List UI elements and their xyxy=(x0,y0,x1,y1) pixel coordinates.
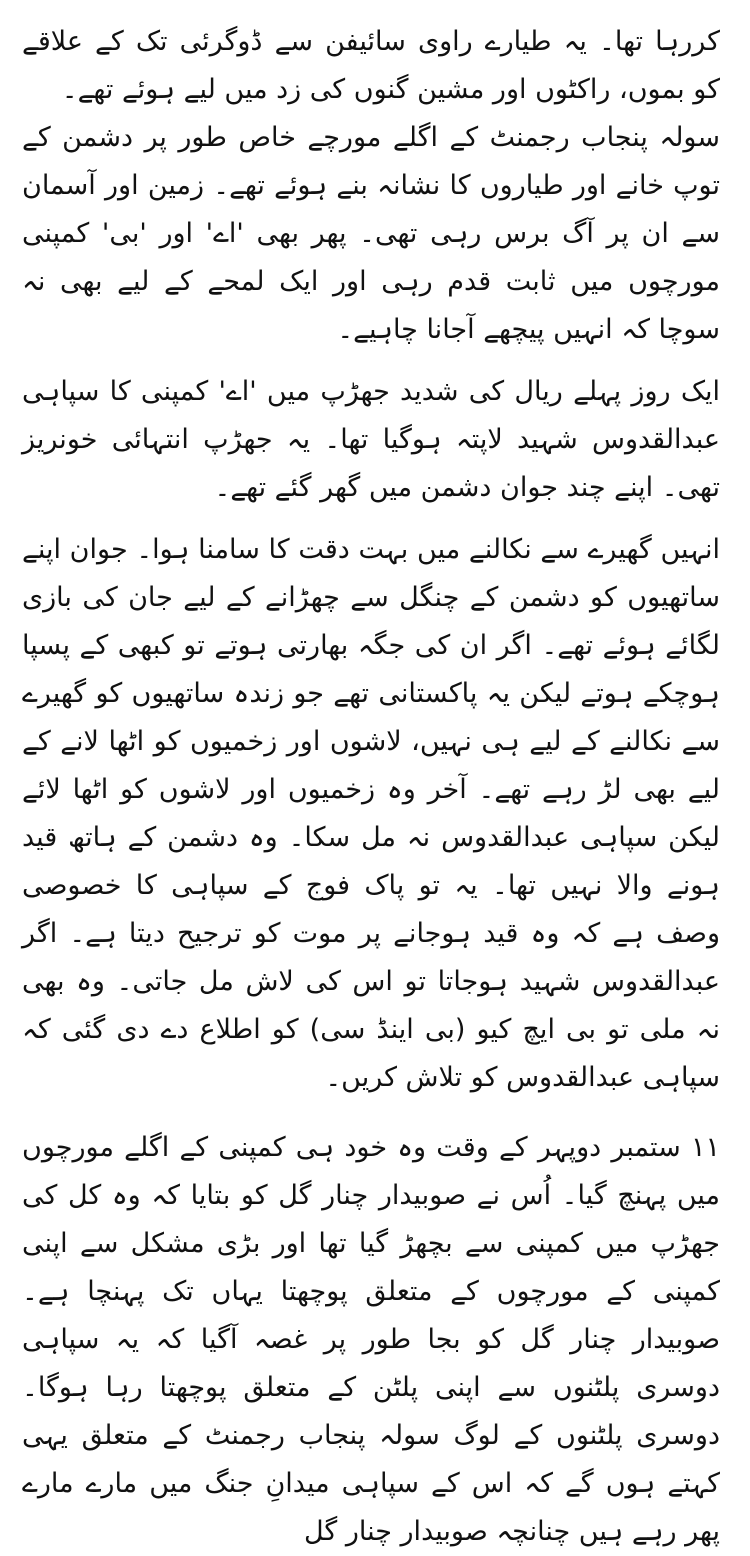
paragraph-4: انہیں گھیرے سے نکالنے میں بہت دقت کا سامنا ہوا۔ جوان اپنے ساتھیوں کو دشمن کے چنگل سے چھڑانے کے لیے جان کی بازی لگائے ہوئے تھے۔ اگر ان کی جگہ بھارتی ہوتے تو کبھی کے پسپا ہوچکے ہوتے لیکن یہ پاکستانی تھے جو زندہ ساتھیوں کو گھیرے سے نکالنے کے لیے ہی نہیں، لاشوں اور زخمیوں کو اٹھا لانے کے لیے بھی لڑ رہے تھے۔ آخر وہ زخمیوں اور لاشوں کو اٹھا لائے لیکن سپاہی عبدالقدوس نہ مل سکا۔ وہ دشمن کے ہاتھ قید ہونے والا نہیں تھا۔ یہ تو پاک فوج کے سپاہی کا خصوصی وصف ہے کہ وہ قید ہوجانے پر موت کو ترجیح دیتا ہے۔ اگر عبدالقدوس شہید ہوجاتا تو اس کی لاش مل جاتی۔ وہ بھی نہ ملی تو بی ایچ کیو (بی اینڈ سی) کو اطلاع دے دی گئی کہ سپاہی عبدالقدوس کو تلاش کریں۔ xyxy=(22,534,720,1093)
paragraph-2: سولہ پنجاب رجمنٹ کے اگلے مورچے خاص طور پر دشمن کے توپ خانے اور طیاروں کا نشانہ بنے ہوئے تھے۔ زمین اور آسمان سے ان پر آگ برس رہی تھی۔ پھر بھی 'اے' اور 'بی' کمپنی مورچوں میں ثابت قدم رہی اور ایک لمحے کے لیے بھی نہ سوچا کہ انہیں پیچھے آجانا چاہیے۔ xyxy=(22,122,720,345)
page-body-text xyxy=(22,18,720,1556)
paragraph-5: ۱۱ ستمبر دوپہر کے وقت وہ خود ہی کمپنی کے اگلے مورچوں میں پہنچ گیا۔ اُس نے صوبیدار چنار گل کو بتایا کہ وہ کل کی جھڑپ میں کمپنی سے بچھڑ گیا تھا اور بڑی مشکل سے اپنی کمپنی کے مورچوں کے متعلق پوچھتا یہاں تک پہنچا ہے۔ صوبیدار چنار گل کو بجا طور پر غصہ آگیا کہ یہ سپاہی دوسری پلٹنوں سے اپنی پلٹن کے متعلق پوچھتا رہا ہوگا۔ دوسری پلٹنوں کے لوگ سولہ پنجاب رجمنٹ کے متعلق یہی کہتے ہوں گے کہ اس کے سپاہی میدانِ جنگ میں مارے مارے پھر رہے ہیں چنانچہ صوبیدار چنار گل xyxy=(22,1132,720,1547)
paragraph-3: ایک روز پہلے ریال کی شدید جھڑپ میں 'اے' کمپنی کا سپاہی عبدالقدوس شہید لاپتہ ہوگیا تھا۔ یہ جھڑپ انتہائی خونریز تھی۔ اپنے چند جوان دشمن میں گھر گئے تھے۔ xyxy=(22,376,720,503)
paragraph-1: کررہا تھا۔ یہ طیارے راوی سائیفن سے ڈوگرئی تک کے علاقے کو بموں، راکٹوں اور مشین گنوں کی زد میں لیے ہوئے تھے۔ xyxy=(22,26,720,105)
